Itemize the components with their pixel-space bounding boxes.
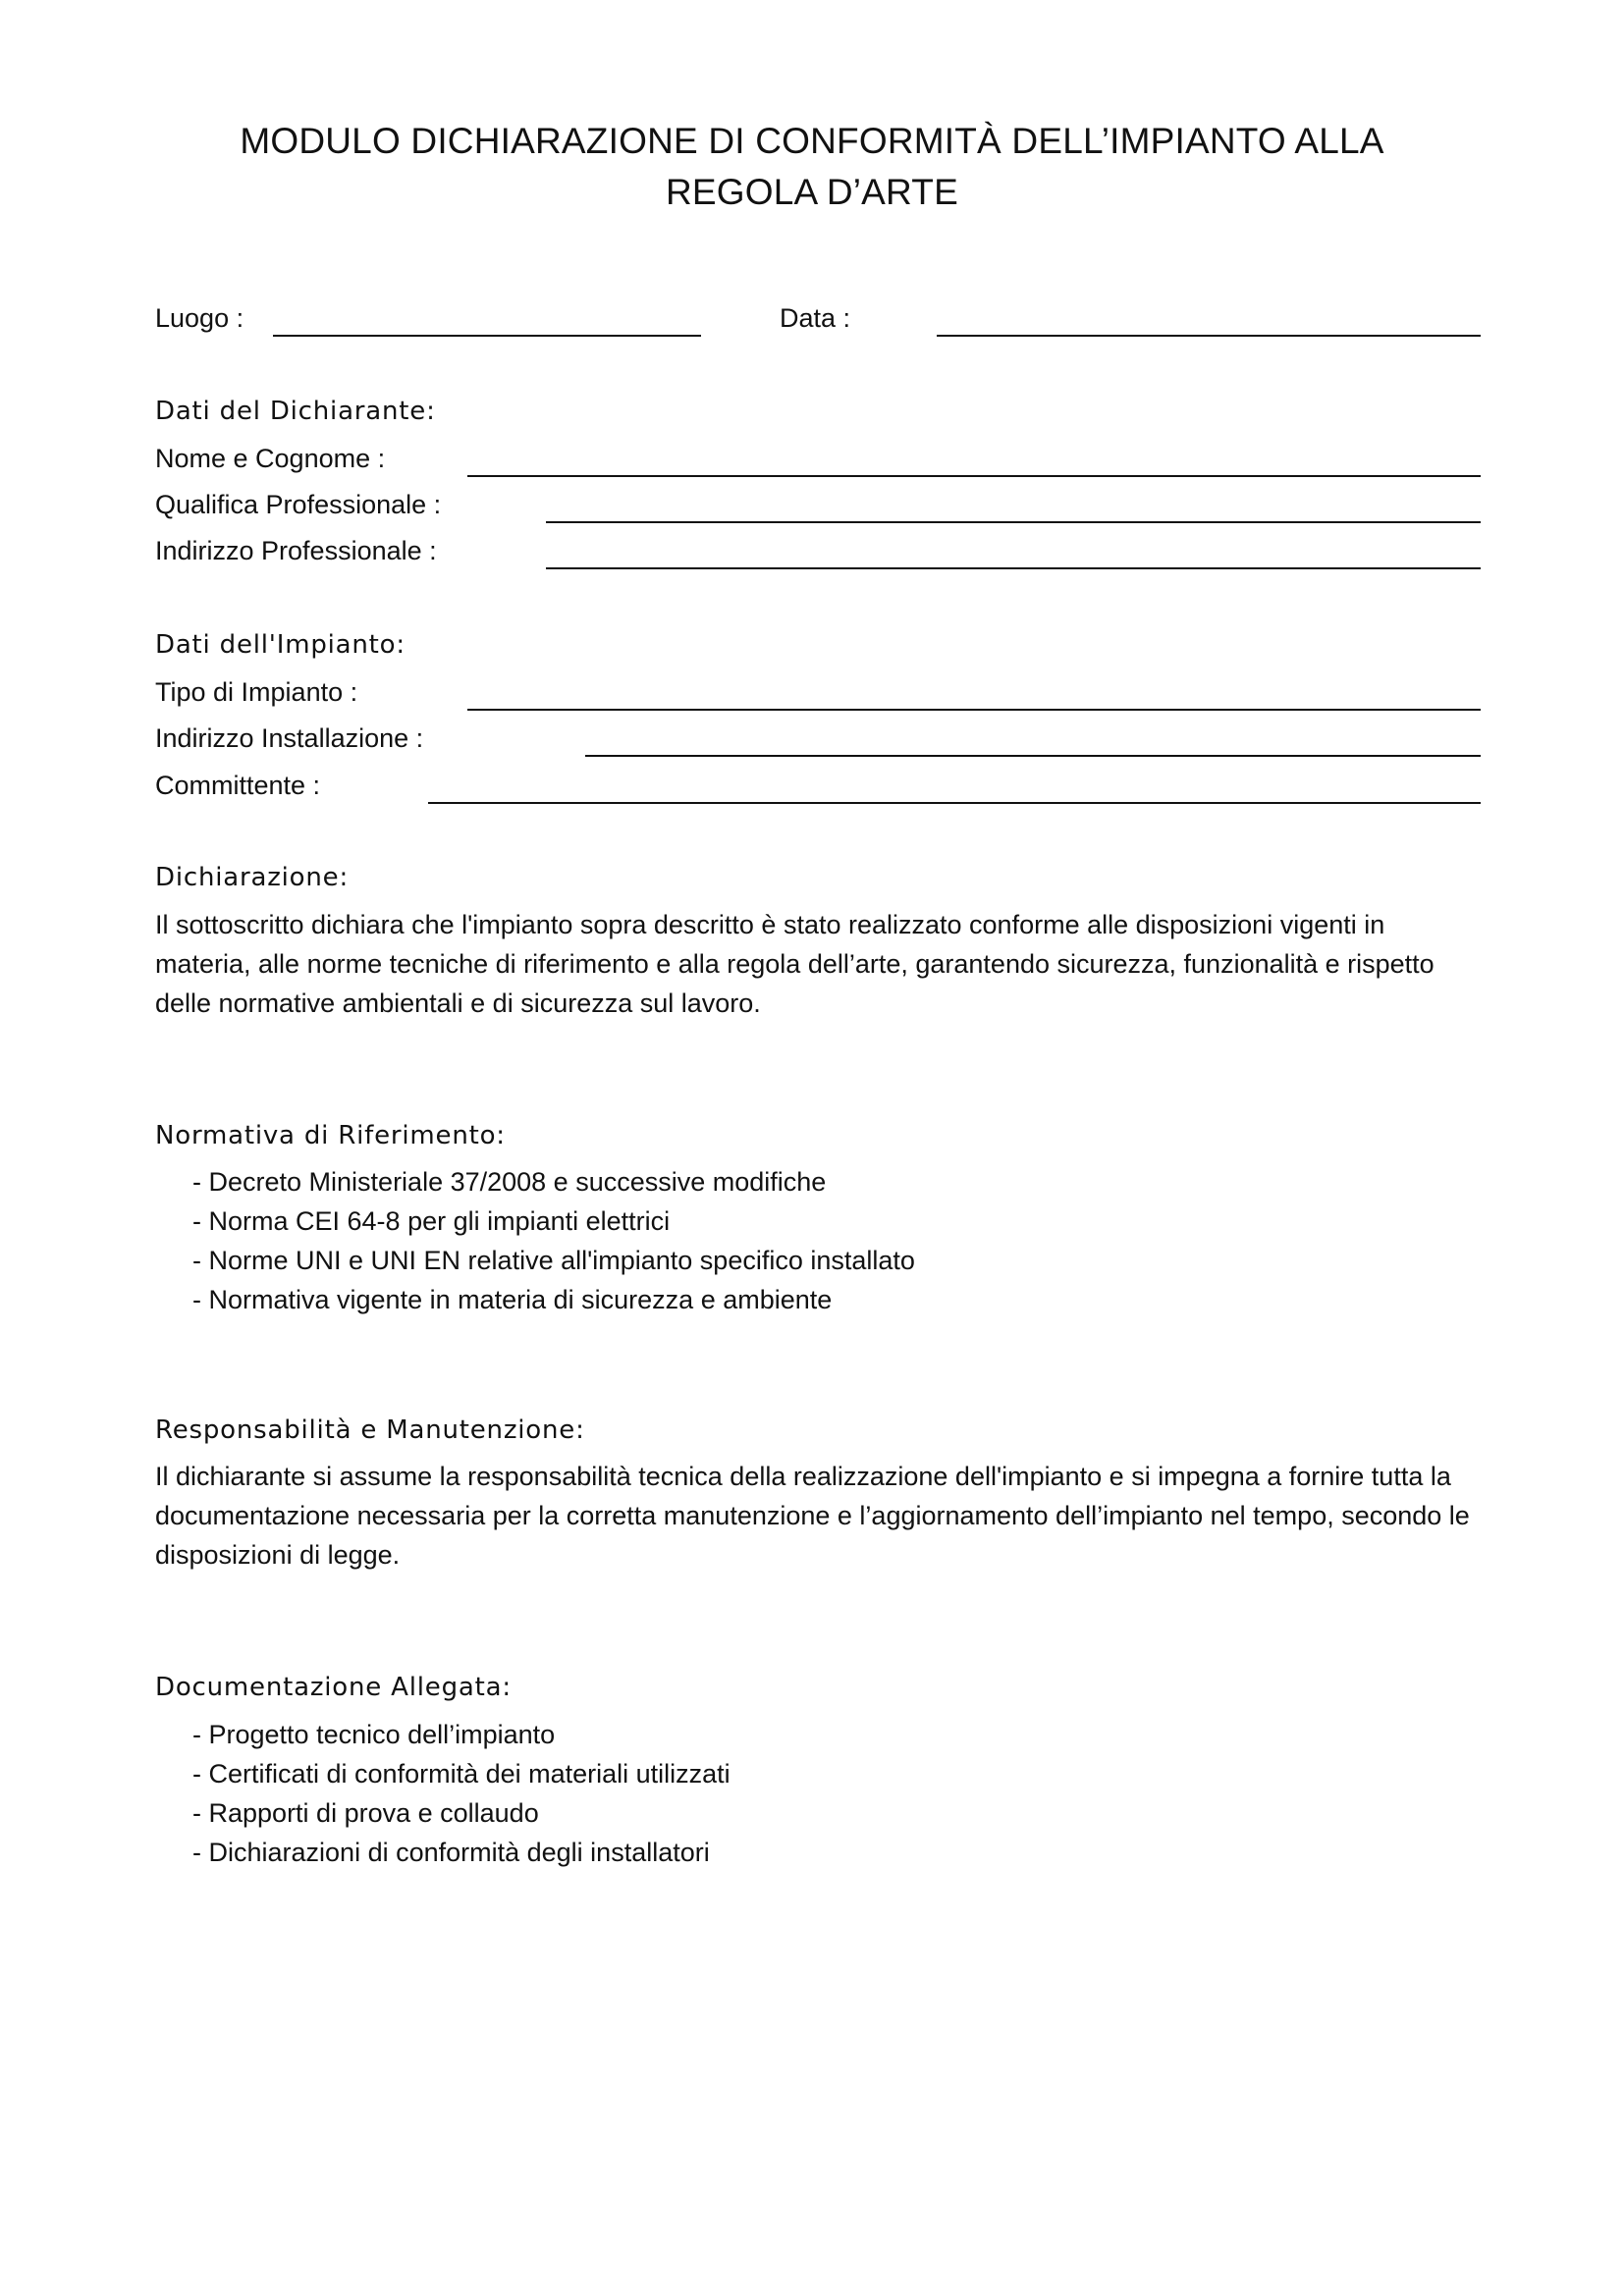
dichiarazione-heading: Dichiarazione: xyxy=(155,863,350,892)
title-line-1: MODULO DICHIARAZIONE DI CONFORMITÀ DELL’IMPIANTO ALLA xyxy=(240,121,1384,161)
dichiarazione-text: Il sottoscritto dichiara che l'impianto sopra descritto è stato realizzato conforme alle disposizioni vigenti in materia, alle norme tecniche di riferimento e alla regola dell’arte, garantendo sicurezza, funzionalità e rispetto delle normative ambientali e di sicurezza sul lavoro. xyxy=(155,910,1435,1018)
normativa-heading: Normativa di Riferimento: xyxy=(155,1121,506,1150)
nome-cognome-field-line[interactable] xyxy=(467,475,1481,477)
tipo-impianto-label: Tipo di Impianto : xyxy=(155,677,358,707)
indirizzo-installazione-label: Indirizzo Installazione : xyxy=(155,723,424,753)
documentazione-list xyxy=(192,1715,731,1872)
normativa-list xyxy=(192,1162,915,1319)
luogo-label: Luogo : xyxy=(155,303,244,333)
indirizzo-installazione-field-line[interactable] xyxy=(585,755,1481,757)
list-item: - Norme UNI e UNI EN relative all'impianto specifico installato xyxy=(192,1241,915,1280)
committente-field-line[interactable] xyxy=(428,802,1481,804)
documentazione-heading: Documentazione Allegata: xyxy=(155,1673,512,1702)
dichiarante-heading: Dati del Dichiarante: xyxy=(155,397,436,426)
luogo-field-line[interactable] xyxy=(273,335,701,337)
nome-cognome-label: Nome e Cognome : xyxy=(155,444,386,473)
title-line-2: REGOLA D’ARTE xyxy=(665,172,958,212)
impianto-heading: Dati dell'Impianto: xyxy=(155,630,406,660)
list-item: - Norma CEI 64-8 per gli impianti elettrici xyxy=(192,1201,915,1241)
list-item: - Decreto Ministeriale 37/2008 e successive modifiche xyxy=(192,1162,915,1201)
committente-label: Committente : xyxy=(155,771,321,800)
list-item: - Certificati di conformità dei materiali utilizzati xyxy=(192,1754,731,1793)
tipo-impianto-field-line[interactable] xyxy=(467,709,1481,711)
list-item: - Rapporti di prova e collaudo xyxy=(192,1793,731,1833)
indirizzo-professionale-field-line[interactable] xyxy=(546,567,1481,569)
list-item: - Normativa vigente in materia di sicurezza e ambiente xyxy=(192,1280,915,1319)
responsabilita-heading: Responsabilità e Manutenzione: xyxy=(155,1415,585,1445)
list-item: - Progetto tecnico dell’impianto xyxy=(192,1715,731,1754)
responsabilita-text: Il dichiarante si assume la responsabilità tecnica della realizzazione dell'impianto e si impegna a fornire tutta la documentazione necessaria per la corretta manutenzione e l’aggiornamento dell’impianto nel tempo, secondo le disposizioni di legge. xyxy=(155,1462,1470,1570)
qualifica-label: Qualifica Professionale : xyxy=(155,490,442,519)
qualifica-field-line[interactable] xyxy=(546,521,1481,523)
page-title xyxy=(147,116,1477,218)
list-item: - Dichiarazioni di conformità degli installatori xyxy=(192,1833,731,1872)
data-label: Data : xyxy=(780,303,851,333)
data-field-line[interactable] xyxy=(937,335,1481,337)
indirizzo-professionale-label: Indirizzo Professionale : xyxy=(155,536,437,565)
